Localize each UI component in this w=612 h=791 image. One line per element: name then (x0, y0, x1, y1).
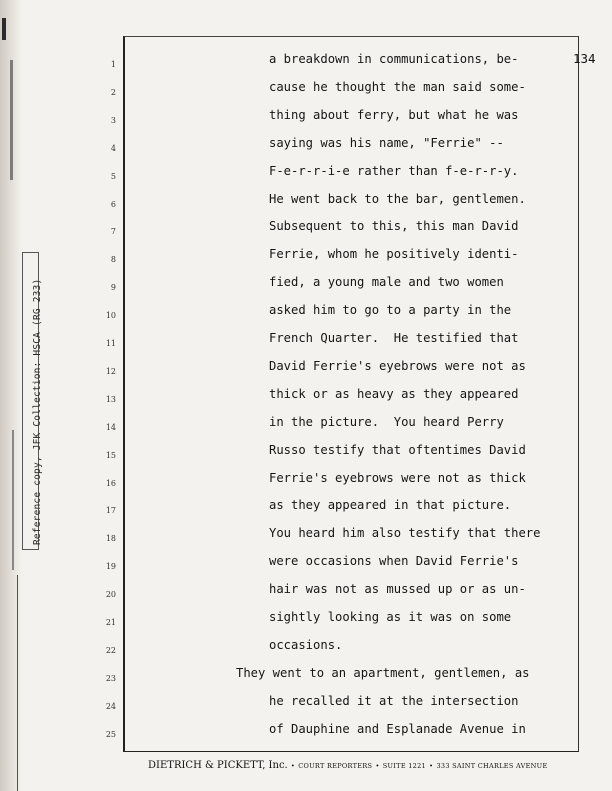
reporter-footer (148, 760, 548, 771)
footer-suite: SUITE 1221 (382, 762, 426, 770)
transcript-line: occasions. (269, 637, 343, 652)
page-number: 134 (573, 51, 596, 66)
line-number: 10 (105, 311, 116, 321)
line-number: 8 (110, 255, 116, 265)
transcript-line: asked him to go to a party in the (269, 303, 512, 318)
transcript-line: French Quarter. He testified that (269, 331, 519, 345)
transcript-line: Ferrie, whom he positively identi- (269, 247, 519, 262)
left-margin-rule (17, 575, 18, 791)
transcript-line: hair was not as mussed up or as un- (269, 582, 526, 597)
transcript-line: Russo testify that oftentimes David (269, 442, 526, 457)
transcript-line: a breakdown in communications, be- (269, 52, 519, 66)
line-number: 24 (105, 701, 116, 711)
line-number: 19 (105, 562, 116, 572)
line-number: 22 (105, 645, 116, 655)
transcript-line: saying was his name, "Ferrie" -- (269, 135, 504, 150)
line-number: 25 (105, 729, 116, 739)
line-number: 6 (110, 199, 116, 209)
line-number: 11 (105, 339, 116, 348)
line-number: 1 (110, 60, 116, 69)
transcript-line: cause he thought the man said some- (269, 79, 526, 94)
transcript-line: fied, a young male and two women (269, 275, 504, 290)
transcript-line: You heard him also testify that there (269, 526, 541, 541)
transcript-line: David Ferrie's eyebrows were not as (269, 358, 526, 373)
line-number: 17 (105, 506, 116, 516)
line-number: 16 (105, 478, 116, 488)
binding-mark-top (2, 18, 6, 40)
transcript-line: Ferrie's eyebrows were not as thick (269, 470, 526, 485)
footer-firm: DIETRICH & PICKETT, Inc. (148, 760, 288, 771)
transcript-line: They went to an apartment, gentlemen, as (236, 665, 530, 680)
line-number: 12 (105, 366, 116, 376)
line-number: 18 (105, 534, 116, 544)
transcript-line: in the picture. You heard Perry (269, 414, 504, 429)
line-number: 21 (105, 618, 116, 627)
transcript-line: were occasions when David Ferrie's (269, 554, 519, 569)
line-number: 5 (110, 171, 116, 181)
footer-separator: • (290, 762, 296, 770)
line-number: 3 (110, 115, 116, 125)
transcript-line: thing about ferry, but what he was (269, 107, 519, 122)
archive-reference-stamp: Reference copy, JFK Collection: HSCA (RG 233) (32, 278, 43, 545)
footer-separator: • (429, 762, 434, 770)
line-number: 15 (105, 450, 116, 460)
binding-mark-lower (12, 430, 14, 570)
line-number: 20 (105, 590, 116, 600)
footer-separator: • (375, 762, 380, 770)
line-number: 4 (110, 143, 116, 153)
transcript-line: Subsequent to this, this man David (269, 219, 519, 234)
line-number: 14 (105, 422, 116, 432)
line-number: 2 (110, 87, 116, 97)
line-number: 7 (110, 227, 116, 237)
line-number: 9 (110, 283, 116, 293)
line-number: 13 (105, 394, 116, 404)
transcript-line: thick or as heavy as they appeared (269, 386, 519, 401)
transcript-line: F-e-r-r-i-e rather than f-e-r-r-y. (269, 163, 519, 178)
line-number: 23 (105, 673, 116, 683)
binding-mark-upper (10, 60, 13, 180)
transcript-line: sightly looking as it was on some (269, 610, 512, 624)
footer-role: COURT REPORTERS (298, 762, 373, 770)
transcript-line: he recalled it at the intersection (269, 693, 519, 708)
footer-address: 333 SAINT CHARLES AVENUE (436, 762, 548, 770)
transcript-line: as they appeared in that picture. (269, 498, 512, 513)
transcript-line: of Dauphine and Esplanade Avenue in (269, 721, 526, 736)
transcript-line: He went back to the bar, gentlemen. (269, 191, 526, 206)
